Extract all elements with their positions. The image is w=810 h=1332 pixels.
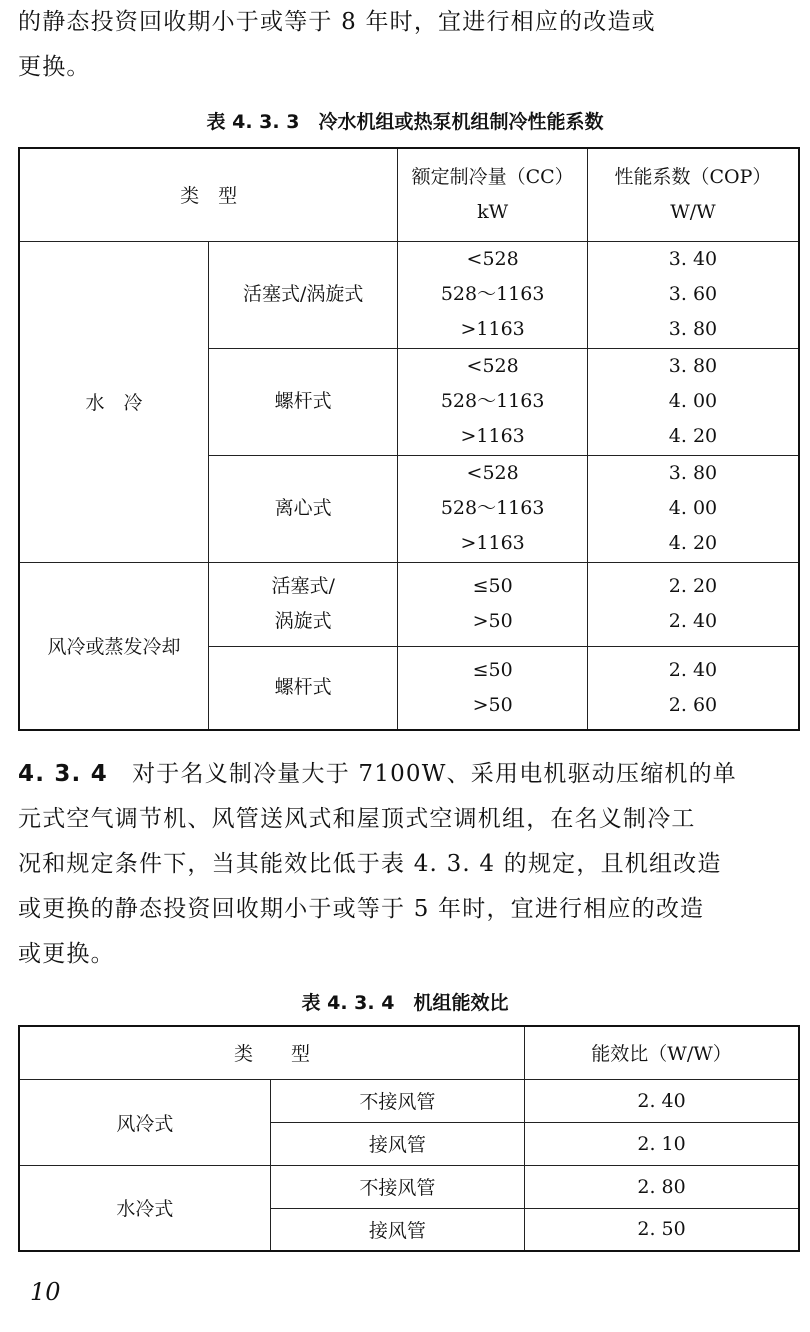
capacity-cell [398,562,588,646]
table-row [19,562,799,646]
table-4-3-3 [18,147,800,731]
table-row [19,241,799,348]
cell-line: 2. 60 [668,693,718,716]
header-cop-unit: W/W [670,200,716,223]
cell-line: 3. 80 [668,355,718,377]
cell-line: 活塞式/ [271,575,335,597]
cell-line: 活塞式/涡旋式 [242,283,364,305]
section-4-3-4 [18,752,802,977]
text-line: 或更换的静态投资回收期小于或等于 5 年时，宜进行相应的改造 [18,896,705,922]
table-4-3-4-caption: 表 4. 3. 4 机组能效比 [301,992,509,1014]
header-type: 类 型 [19,148,398,241]
eer-cell: 2. 80 [525,1165,799,1208]
capacity-cell [398,455,588,562]
cell-line: 2. 40 [668,610,718,632]
category-cell: 水冷式 [19,1165,270,1251]
cop-cell [587,348,799,455]
category-cell: 水 冷 [19,241,208,562]
cell-line: 528～1163 [440,283,545,305]
category-cell: 风冷或蒸发冷却 [19,562,208,730]
header-cop [587,148,799,241]
cell-line: 涡旋式 [274,610,332,632]
header-eer: 能效比（W/W） [525,1026,799,1079]
subtype-cell [208,562,397,646]
cell-line: 离心式 [274,497,332,519]
header-type: 类 型 [19,1026,525,1079]
table-header-row [19,148,799,241]
text-line: 的静态投资回收期小于或等于 8 年时，宜进行相应的改造或 [18,9,656,35]
cop-cell [587,455,799,562]
capacity-cell [398,348,588,455]
text-line: 元式空气调节机、风管送风式和屋顶式空调机组，在名义制冷工 [18,806,696,832]
cell-line: >50 [472,693,513,716]
eer-cell: 2. 40 [525,1079,799,1122]
subtype-cell [208,455,397,562]
capacity-cell [398,646,588,730]
subtype-cell [208,241,397,348]
table-row [19,1165,799,1208]
text-line: 更换。 [18,54,91,80]
cell-line: ≤50 [472,575,513,597]
category-cell: 风冷式 [19,1079,270,1165]
subtype-cell: 不接风管 [270,1165,524,1208]
cell-line: ≤50 [472,658,513,681]
subtype-cell: 不接风管 [270,1079,524,1122]
cell-line: >50 [472,610,513,632]
cell-line: 2. 20 [668,575,718,597]
cell-line: 528～1163 [440,390,545,412]
subtype-cell [208,348,397,455]
cop-cell [587,646,799,730]
eer-cell: 2. 10 [525,1122,799,1165]
text-line: 况和规定条件下，当其能效比低于表 4. 3. 4 的规定，且机组改造 [18,851,722,877]
table-4-3-4 [18,1025,800,1252]
cell-line: 3. 80 [668,462,718,484]
subtype-cell: 接风管 [270,1208,524,1251]
intro-paragraph [18,0,802,90]
subtype-cell: 接风管 [270,1122,524,1165]
cop-cell [587,241,799,348]
cell-line: <528 [466,462,519,484]
page-number: 10 [30,1278,61,1306]
eer-cell: 2. 50 [525,1208,799,1251]
cell-line: 3. 40 [668,248,718,270]
cell-line: <528 [466,248,519,270]
header-cop-label: 性能系数（COP） [614,165,772,188]
cell-line: 螺杆式 [274,676,332,699]
cell-line: <528 [466,355,519,377]
text-line: 或更换。 [18,941,115,967]
text-line [18,752,802,797]
cell-line: 4. 00 [668,390,718,412]
section-text: 对于名义制冷量大于 7100W、采用电机驱动压缩机的单 [132,761,737,787]
cell-line: 4. 00 [668,497,718,519]
header-capacity-unit: kW [477,200,509,223]
cell-line: 3. 60 [668,283,718,305]
cell-line: >1163 [460,425,525,447]
cop-cell [587,562,799,646]
cell-line: 3. 80 [668,318,718,340]
cell-line: 螺杆式 [274,390,332,412]
header-capacity [398,148,588,241]
cell-line: 528～1163 [440,497,545,519]
capacity-cell [398,241,588,348]
header-capacity-label: 额定制冷量（CC） [411,165,574,188]
section-number: 4. 3. 4 [18,761,108,787]
cell-line: 4. 20 [668,425,718,447]
table-header-row [19,1026,799,1079]
table-4-3-3-caption: 表 4. 3. 3 冷水机组或热泵机组制冷性能系数 [206,111,604,133]
cell-line: 4. 20 [668,532,718,554]
cell-line: >1163 [460,318,525,340]
table-row [19,1079,799,1122]
subtype-cell [208,646,397,730]
cell-line: 2. 40 [668,658,718,681]
cell-line: >1163 [460,532,525,554]
